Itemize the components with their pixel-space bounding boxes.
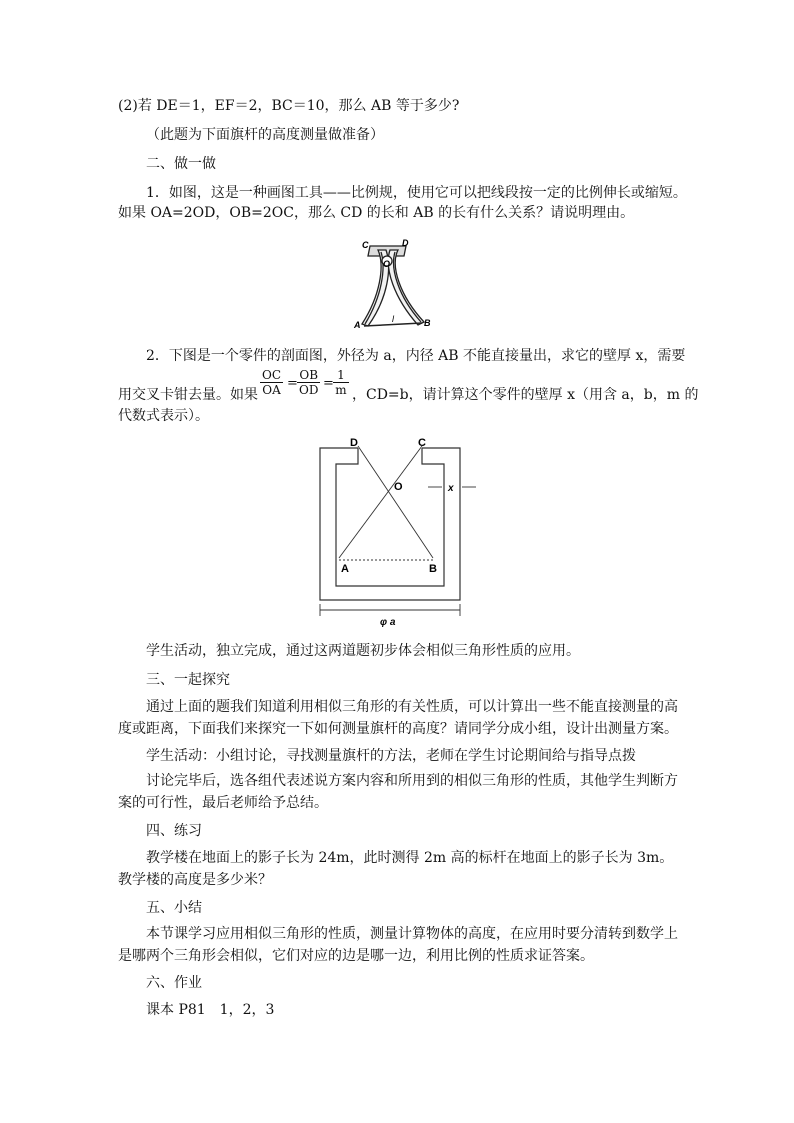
- fig1-label-b: B: [424, 318, 431, 328]
- activity-2: 学生活动：小组讨论，寻找测量旗杆的方法，老师在学生讨论期间给与指导点拨: [146, 748, 636, 764]
- fig1-label-c: C: [362, 240, 369, 250]
- exercise-2-line-2-pre: 用交叉卡钳去量。如果: [118, 387, 258, 403]
- activity-1: 学生活动，独立完成，通过这两道题初步体会相似三角形性质的应用。: [146, 643, 580, 659]
- question-2: (2)若 DE＝1，EF＝2，BC＝10，那么 AB 等于多少?: [118, 98, 460, 114]
- discussion-paragraph: 讨论完毕后，选各组代表述说方案内容和所用到的相似三角形的性质，其他学生判断方案的可行性，最后老师给予总结。: [118, 773, 678, 811]
- fraction-ob-od: [297, 368, 320, 397]
- section-2-heading: 二、做一做: [146, 156, 216, 172]
- part-cross-section-figure: [310, 430, 490, 630]
- fig2-label-c: C: [418, 437, 426, 449]
- exercise-2-line-1: 2．下图是一个零件的剖面图，外径为 a，内径 AB 不能直接量出，求它的壁厚 x，需要: [146, 348, 686, 364]
- section-4-heading: 四、练习: [146, 823, 202, 839]
- section-3-heading: 三、一起探究: [146, 672, 230, 688]
- summary-paragraph: 本节课学习应用相似三角形的性质，测量计算物体的高度，在应用时要分清转到数学上是哪两个三角形会相似，它们对应的边是哪一边，利用比例的性质求证答案。: [118, 926, 678, 964]
- fig1-label-o: O: [383, 259, 391, 269]
- fraction-m: m: [335, 383, 347, 397]
- fig2-label-a: A: [341, 563, 349, 575]
- fig2-label-o: O: [394, 481, 403, 493]
- homework-text: 课本 P81 1，2，3: [146, 1002, 275, 1018]
- fraction-oa: OA: [262, 383, 281, 397]
- section-6-heading: 六、作业: [146, 975, 202, 991]
- fig2-label-phi-a: φ a: [380, 617, 396, 628]
- fig1-label-l: l: [392, 314, 394, 324]
- fraction-ob: OB: [297, 368, 320, 383]
- practice-paragraph: 教学楼在地面上的影子长为 24m，此时测得 2m 高的标杆在地面上的影子长为 3m。教学楼的高度是多少米？: [118, 850, 674, 888]
- fig2-label-x: x: [448, 483, 454, 494]
- fraction-oc-oa: [260, 368, 283, 397]
- fraction-od: OD: [299, 383, 319, 397]
- fig1-label-d: D: [402, 238, 409, 248]
- exercise-1-line-2: 如果 OA=2OD，OB=2OC，那么 CD 的长和 AB 的长有什么关系？请说明理由。: [118, 205, 635, 221]
- explore-paragraph: 通过上面的题我们知道利用相似三角形的有关性质，可以计算出一些不能直接测量的高度或距离，下面我们来探究一下如何测量旗杆的高度？请同学分成小组，设计出测量方案。: [118, 699, 678, 737]
- fig2-label-d: D: [350, 437, 358, 449]
- proportional-compass-figure: [340, 236, 450, 336]
- fig1-label-a: A: [354, 320, 361, 330]
- fig2-label-b: B: [429, 563, 437, 575]
- equals-sign-1: =: [287, 376, 298, 391]
- exercise-1-line-1: 1．如图，这是一种画图工具——比例规，使用它可以把线段按一定的比例伸长或缩短。: [146, 185, 687, 201]
- equals-sign-2: =: [323, 376, 334, 391]
- question-2-note: （此题为下面旗杆的高度测量做准备）: [146, 127, 384, 143]
- section-5-heading: 五、小结: [146, 900, 202, 916]
- fraction-1-m: [333, 368, 349, 397]
- fraction-oc: OC: [262, 368, 282, 382]
- exercise-2-line-2-post: ，CD=b，请计算这个零件的壁厚 x（用含 a，b，m 的: [352, 387, 699, 403]
- exercise-2-line-3: 代数式表示）。: [118, 408, 209, 424]
- fraction-one: 1: [333, 368, 349, 383]
